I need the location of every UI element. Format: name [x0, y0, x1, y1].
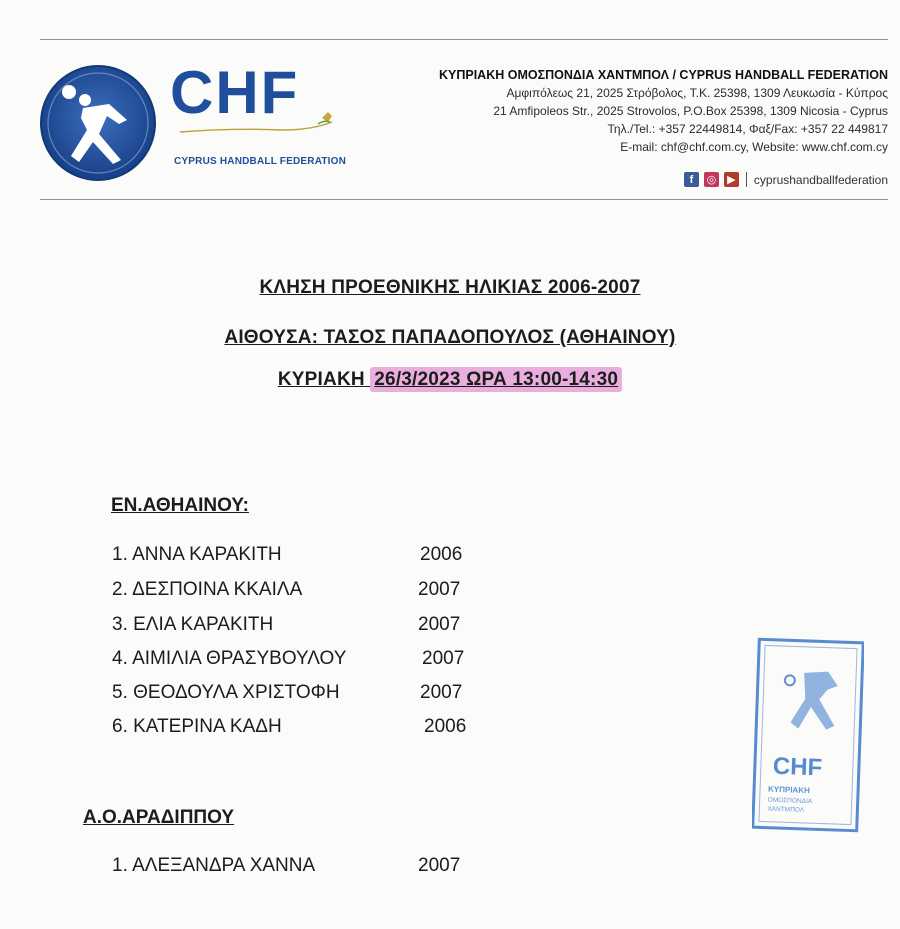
svg-text:ΧΑΝΤΜΠΟΛ: ΧΑΝΤΜΠΟΛ [767, 805, 805, 814]
cyprus-map-icon [172, 60, 342, 170]
organization-name: ΚΥΠΡΙΑΚΗ ΟΜΟΣΠΟΝΔΙΑ ΧΑΝΤΜΠΟΛ / CYPRUS HANDBALL FEDERATION [438, 68, 888, 82]
federation-stamp-icon [752, 637, 864, 833]
header-top-rule [40, 39, 888, 40]
day-label: ΚΥΡΙΑΚΗ [277, 369, 365, 390]
chf-logo-wordmark: CHF [170, 59, 300, 126]
social-links [684, 172, 888, 187]
svg-text:ΟΜΟΣΠΟΝΔΙΑ: ΟΜΟΣΠΟΝΔΙΑ [767, 796, 813, 806]
birth-year: 2006 [420, 544, 463, 565]
player-name: 1. ΑΛΕΞΑΝΔΡΑ ΧΑΝΝΑ [112, 855, 316, 876]
player-name: 2. ΔΕΣΠΟΙΝΑ ΚΚΑΙΛΑ [112, 579, 303, 600]
player-name: 1. ΑΝΝΑ ΚΑΡΑΚΙΤΗ [112, 544, 282, 565]
venue-title: ΑΙΘΟΥΣΑ: ΤΑΣΟΣ ΠΑΠΑΔΟΠΟΥΛΟΣ (ΑΘΗΑΙΝΟΥ) [224, 327, 676, 348]
team-name: Α.Ο.ΑΡΑΔΙΠΠΟΥ [83, 807, 235, 828]
contact-block [439, 66, 888, 156]
document-title: ΚΛΗΣΗ ΠΡΟΕΘΝΙΚΗΣ ΗΛΙΚΙΑΣ 2006-2007 [259, 277, 641, 298]
address-greek: Αμφιπόλεως 21, 2025 Στρόβολος, Τ.Κ. 25398, 1309 Λευκωσία - Κύπρος [506, 86, 888, 100]
date-time-highlight: 26/3/2023 ΩΡΑ 13:00-14:30 [370, 367, 622, 392]
player-name: 3. ΕΛΙΑ ΚΑΡΑΚΙΤΗ [112, 614, 274, 635]
facebook-icon[interactable]: f [684, 172, 699, 187]
youtube-icon[interactable]: ▶ [724, 172, 739, 187]
birth-year: 2006 [424, 716, 467, 737]
handball-player-logo-icon [39, 64, 157, 182]
birth-year: 2007 [418, 614, 461, 635]
address-english: 21 Amfipoleos Str., 2025 Strovolos, P.O.Box 25398, 1309 Nicosia - Cyprus [493, 104, 888, 118]
player-name: 4. ΑΙΜΙΛΙΑ ΘΡΑΣΥΒΟΥΛΟΥ [112, 648, 347, 669]
svg-text:ΚΥΠΡΙΑΚΗ: ΚΥΠΡΙΑΚΗ [767, 784, 810, 796]
date-time-title [0, 369, 900, 391]
player-name: 6. ΚΑΤΕΡΙΝΑ ΚΑΔΗ [112, 716, 282, 737]
logo-subtitle: CYPRUS HANDBALL FEDERATION [174, 156, 347, 167]
divider [746, 172, 747, 187]
team-name: ΕΝ.ΑΘΗΑΙΝΟΥ: [111, 495, 249, 516]
birth-year: 2007 [418, 855, 461, 876]
player-name: 5. ΘΕΟΔΟΥΛΑ ΧΡΙΣΤΟΦΗ [112, 682, 340, 703]
header-bottom-rule [40, 199, 888, 200]
birth-year: 2007 [422, 648, 465, 669]
birth-year: 2007 [420, 682, 463, 703]
social-handle: cyprushandballfederation [753, 172, 888, 187]
phone-fax: Τηλ./Tel.: +357 22449814, Φαξ/Fax: +357 22 449817 [607, 122, 888, 136]
instagram-icon[interactable]: ◎ [704, 172, 719, 187]
email-website: E-mail: chf@chf.com.cy, Website: www.chf.com.cy [620, 140, 888, 154]
birth-year: 2007 [418, 579, 461, 600]
svg-text:CHF: CHF [772, 752, 823, 782]
